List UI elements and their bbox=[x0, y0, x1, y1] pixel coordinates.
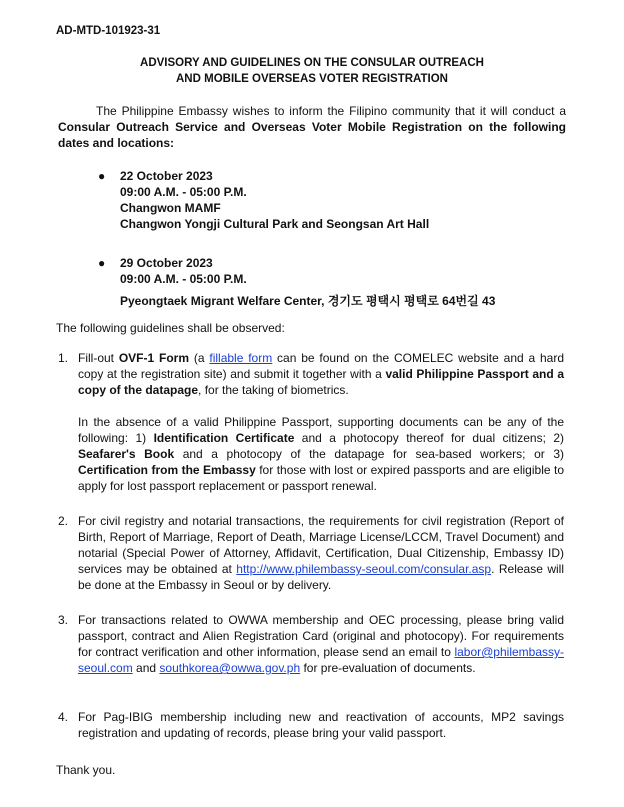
labor-email-link[interactable]: labor@philembassy-seoul.com bbox=[78, 645, 564, 675]
bold-text: OVF-1 Form bbox=[118, 351, 190, 365]
consular-link[interactable]: http://www.philembassy-seoul.com/consular.asp bbox=[236, 562, 492, 576]
title-line-2: AND MOBILE OVERSEAS VOTER REGISTRATION bbox=[176, 73, 448, 85]
schedule-time: 09:00 A.M. - 05:00 P.M. bbox=[120, 272, 247, 286]
text: . Release will be done at the Embassy in Seoul or by delivery. bbox=[78, 562, 565, 592]
fillable-form-link[interactable]: fillable form bbox=[209, 351, 273, 365]
text: and a photocopy thereof for dual citizens; 2) bbox=[294, 431, 565, 445]
guideline-item-3 bbox=[58, 612, 564, 676]
owwa-email-link[interactable]: southkorea@owwa.gov.ph bbox=[159, 661, 301, 675]
item-paragraph bbox=[78, 513, 564, 593]
text: and bbox=[132, 661, 160, 675]
item-number: 2. bbox=[58, 514, 69, 528]
item-number: 3. bbox=[58, 613, 69, 627]
text: and a photocopy of the datapage for sea-based workers; or 3) bbox=[174, 447, 564, 461]
item-paragraph: For Pag-IBIG membership including new and reactivation of accounts, MP2 savings registration and updating of records, please bring your valid passport. bbox=[78, 710, 564, 740]
guideline-item-2 bbox=[58, 513, 565, 593]
guideline-item-4 bbox=[58, 709, 564, 741]
guideline-item-1 bbox=[58, 350, 565, 494]
text: can be found on the COMELEC website and a hard copy at the registration site) and submit it together with a bbox=[78, 351, 565, 381]
text: For civil registry and notarial transactions, the requirements for civil registration (Report of Birth, Report of Marriage, Report of Death, Marriage License/LCCM, Travel Document) and notarial (Special Power of Attorney, Affidavit, Certification, Dual Citizenship, Embassy ID) services may be obtained at bbox=[78, 514, 564, 576]
bullet-icon: ● bbox=[98, 169, 106, 183]
schedule-location: Changwon MAMF bbox=[120, 201, 221, 215]
text: In the absence of a valid Philippine Passport, supporting documents can be any of the following: 1) bbox=[78, 415, 564, 445]
schedule-location: Pyeongtaek Migrant Welfare Center, 경기도 평택시 평택로 64번길 43 bbox=[120, 294, 496, 308]
intro-text: The Philippine Embassy wishes to inform the Filipino community that it will conduct a bbox=[96, 104, 566, 118]
schedule-date: 29 October 2023 bbox=[120, 256, 213, 270]
text: For transactions related to OWWA membership and OEC processing, please bring valid passport, contract and Alien Registration Card (original and photocopy). For requirements for contract verification and other information, please send an email to bbox=[78, 613, 564, 659]
schedule-1 bbox=[98, 168, 430, 232]
bold-text: Certification from the Embassy bbox=[78, 463, 256, 477]
schedule-time: 09:00 A.M. - 05:00 P.M. bbox=[120, 185, 247, 199]
schedule-venue: Changwon Yongji Cultural Park and Seongsan Art Hall bbox=[120, 217, 430, 231]
text: (a bbox=[189, 351, 210, 365]
item-number: 1. bbox=[58, 351, 69, 365]
item-paragraph-2 bbox=[78, 414, 564, 494]
document-id: AD-MTD-101923-31 bbox=[56, 25, 161, 37]
text: for those with lost or expired passports and are eligible to apply for lost passport replacement or passport renewal. bbox=[78, 463, 564, 493]
bullet-icon: ● bbox=[98, 256, 106, 270]
item-number: 4. bbox=[58, 710, 69, 724]
intro-bold-text: Consular Outreach Service and Overseas Voter Mobile Registration on the following dates and locations: bbox=[58, 120, 566, 150]
schedule-date: 22 October 2023 bbox=[120, 169, 213, 183]
guidelines-intro: The following guidelines shall be observed: bbox=[56, 321, 285, 335]
title-line-1: ADVISORY AND GUIDELINES ON THE CONSULAR OUTREACH bbox=[140, 57, 484, 69]
text: Fill-out bbox=[78, 351, 119, 365]
bold-text: Seafarer's Book bbox=[78, 447, 175, 461]
bold-text: Identification Certificate bbox=[153, 431, 295, 445]
text: , for the taking of biometrics. bbox=[198, 383, 349, 397]
intro-paragraph bbox=[58, 103, 566, 151]
closing-text: Thank you. bbox=[56, 763, 116, 777]
schedule-2 bbox=[98, 255, 496, 309]
item-paragraph bbox=[78, 612, 564, 676]
item-paragraph bbox=[78, 350, 564, 398]
bold-text: valid Philippine Passport and a copy of the datapage bbox=[78, 367, 565, 397]
text: for pre-evaluation of documents. bbox=[300, 661, 476, 675]
